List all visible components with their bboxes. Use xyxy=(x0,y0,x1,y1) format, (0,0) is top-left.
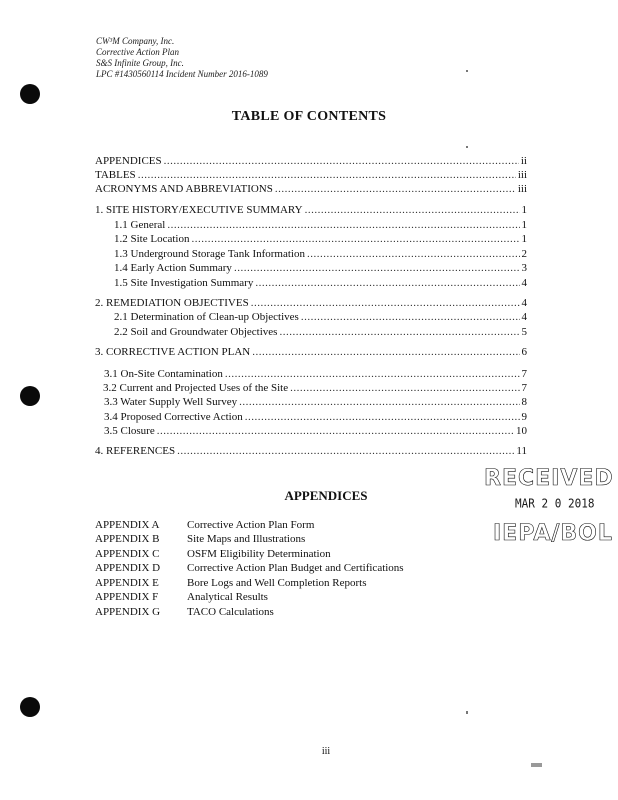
toc-entry xyxy=(114,261,527,275)
appendix-title: Corrective Action Plan Form xyxy=(187,519,315,531)
toc-label: TABLES xyxy=(95,169,136,181)
appendices-title: APPENDICES xyxy=(284,488,368,503)
toc-page: iii xyxy=(517,183,527,195)
toc-entry xyxy=(95,168,527,182)
appendix-row xyxy=(95,547,331,561)
toc-entry xyxy=(95,345,527,359)
appendix-code: APPENDIX G xyxy=(95,606,161,618)
toc-page: ii xyxy=(520,155,527,167)
toc-label: 3.2 Current and Projected Uses of the Site xyxy=(103,382,289,394)
header-client: S&S Infinite Group, Inc. xyxy=(96,58,184,68)
page-number: iii xyxy=(321,746,331,757)
toc-entry xyxy=(95,203,527,217)
header-plan: Corrective Action Plan xyxy=(96,47,179,57)
binder-hole-top xyxy=(20,84,40,104)
stamp-agency: IEPA/BOL xyxy=(493,521,613,546)
toc-entry xyxy=(104,367,527,381)
appendix-title: Corrective Action Plan Budget and Certifications xyxy=(187,562,404,574)
appendix-row xyxy=(95,605,274,619)
appendix-code: APPENDIX F xyxy=(95,591,159,603)
toc-entry xyxy=(114,247,527,261)
scan-speck xyxy=(531,763,542,767)
binder-hole-bottom xyxy=(20,697,40,717)
toc-page: 9 xyxy=(521,411,527,423)
toc-label: 3.3 Water Supply Well Survey xyxy=(104,396,238,408)
toc-page: 1 xyxy=(521,233,527,245)
appendix-title: OSFM Eligibility Determination xyxy=(187,548,331,560)
binder-hole-middle xyxy=(20,386,40,406)
toc-entry xyxy=(104,410,527,424)
toc-label: ACRONYMS AND ABBREVIATIONS xyxy=(95,183,273,195)
toc-label: 3.5 Closure xyxy=(104,425,155,437)
toc-entry xyxy=(104,395,527,409)
toc-page: 4 xyxy=(521,311,527,323)
toc-label: 3. CORRECTIVE ACTION PLAN xyxy=(95,346,251,358)
toc-page: 3 xyxy=(521,262,527,274)
toc-entry xyxy=(95,154,527,168)
scan-speck xyxy=(466,70,468,72)
toc-entry xyxy=(104,424,527,438)
toc-label: 1.1 General xyxy=(114,219,166,231)
toc-entry xyxy=(114,232,527,246)
scan-speck xyxy=(466,711,468,714)
toc-page: 4 xyxy=(521,297,527,309)
toc-title: TABLE OF CONTENTS xyxy=(231,109,387,124)
toc-page: 1 xyxy=(521,204,527,216)
toc-entry xyxy=(95,444,527,458)
appendix-title: TACO Calculations xyxy=(187,606,274,618)
toc-entry xyxy=(114,276,527,290)
toc-page: 4 xyxy=(521,277,527,289)
toc-entry xyxy=(114,310,527,324)
header-company: CW³M Company, Inc. xyxy=(96,36,175,46)
document-header xyxy=(96,36,268,80)
toc-page: 8 xyxy=(521,396,527,408)
toc-page: 1 xyxy=(521,219,527,231)
toc-page: 6 xyxy=(521,346,527,358)
toc-label: 1.2 Site Location xyxy=(114,233,190,245)
appendix-code: APPENDIX A xyxy=(95,519,160,531)
toc-label: APPENDICES xyxy=(95,155,162,167)
appendix-code: APPENDIX D xyxy=(95,562,161,574)
toc-page: 7 xyxy=(521,368,527,380)
toc-page: 5 xyxy=(521,326,527,338)
toc-label: 3.1 On-Site Contamination xyxy=(104,368,223,380)
received-stamp: RECEIVED xyxy=(484,466,614,491)
appendix-row xyxy=(95,561,404,575)
toc-label: 1. SITE HISTORY/EXECUTIVE SUMMARY xyxy=(95,204,303,216)
toc-page: 10 xyxy=(516,425,527,437)
appendix-code: APPENDIX E xyxy=(95,577,159,589)
appendix-row xyxy=(95,576,366,590)
toc-entry xyxy=(95,182,527,196)
toc-entry xyxy=(114,325,527,339)
toc-page: 2 xyxy=(521,248,527,260)
toc-label: 1.5 Site Investigation Summary xyxy=(114,277,254,289)
toc-label: 2.1 Determination of Clean-up Objectives xyxy=(114,311,299,323)
toc-entry xyxy=(95,296,527,310)
appendix-code: APPENDIX C xyxy=(95,548,160,560)
toc-label: 2. REMEDIATION OBJECTIVES xyxy=(95,297,249,309)
appendix-title: Site Maps and Illustrations xyxy=(187,533,306,545)
stamp-date: MAR 2 0 2018 xyxy=(515,496,595,511)
toc-page: 11 xyxy=(516,445,527,457)
scan-speck xyxy=(466,146,468,148)
toc-entry xyxy=(103,381,527,395)
appendix-title: Analytical Results xyxy=(187,591,268,603)
toc-label: 1.4 Early Action Summary xyxy=(114,262,232,274)
toc-page: iii xyxy=(517,169,527,181)
appendix-title: Bore Logs and Well Completion Reports xyxy=(187,577,367,589)
appendix-row xyxy=(95,532,305,546)
appendix-row xyxy=(95,590,268,604)
toc-page: 7 xyxy=(521,382,527,394)
toc-entry xyxy=(114,218,527,232)
toc-label: 3.4 Proposed Corrective Action xyxy=(104,411,243,423)
appendix-code: APPENDIX B xyxy=(95,533,160,545)
header-incident: LPC #1430560114 Incident Number 2016-1089 xyxy=(96,69,268,79)
appendix-row xyxy=(95,518,314,532)
toc-label: 2.2 Soil and Groundwater Objectives xyxy=(114,326,278,338)
toc-label: 1.3 Underground Storage Tank Information xyxy=(114,248,305,260)
toc-label: 4. REFERENCES xyxy=(95,445,176,457)
